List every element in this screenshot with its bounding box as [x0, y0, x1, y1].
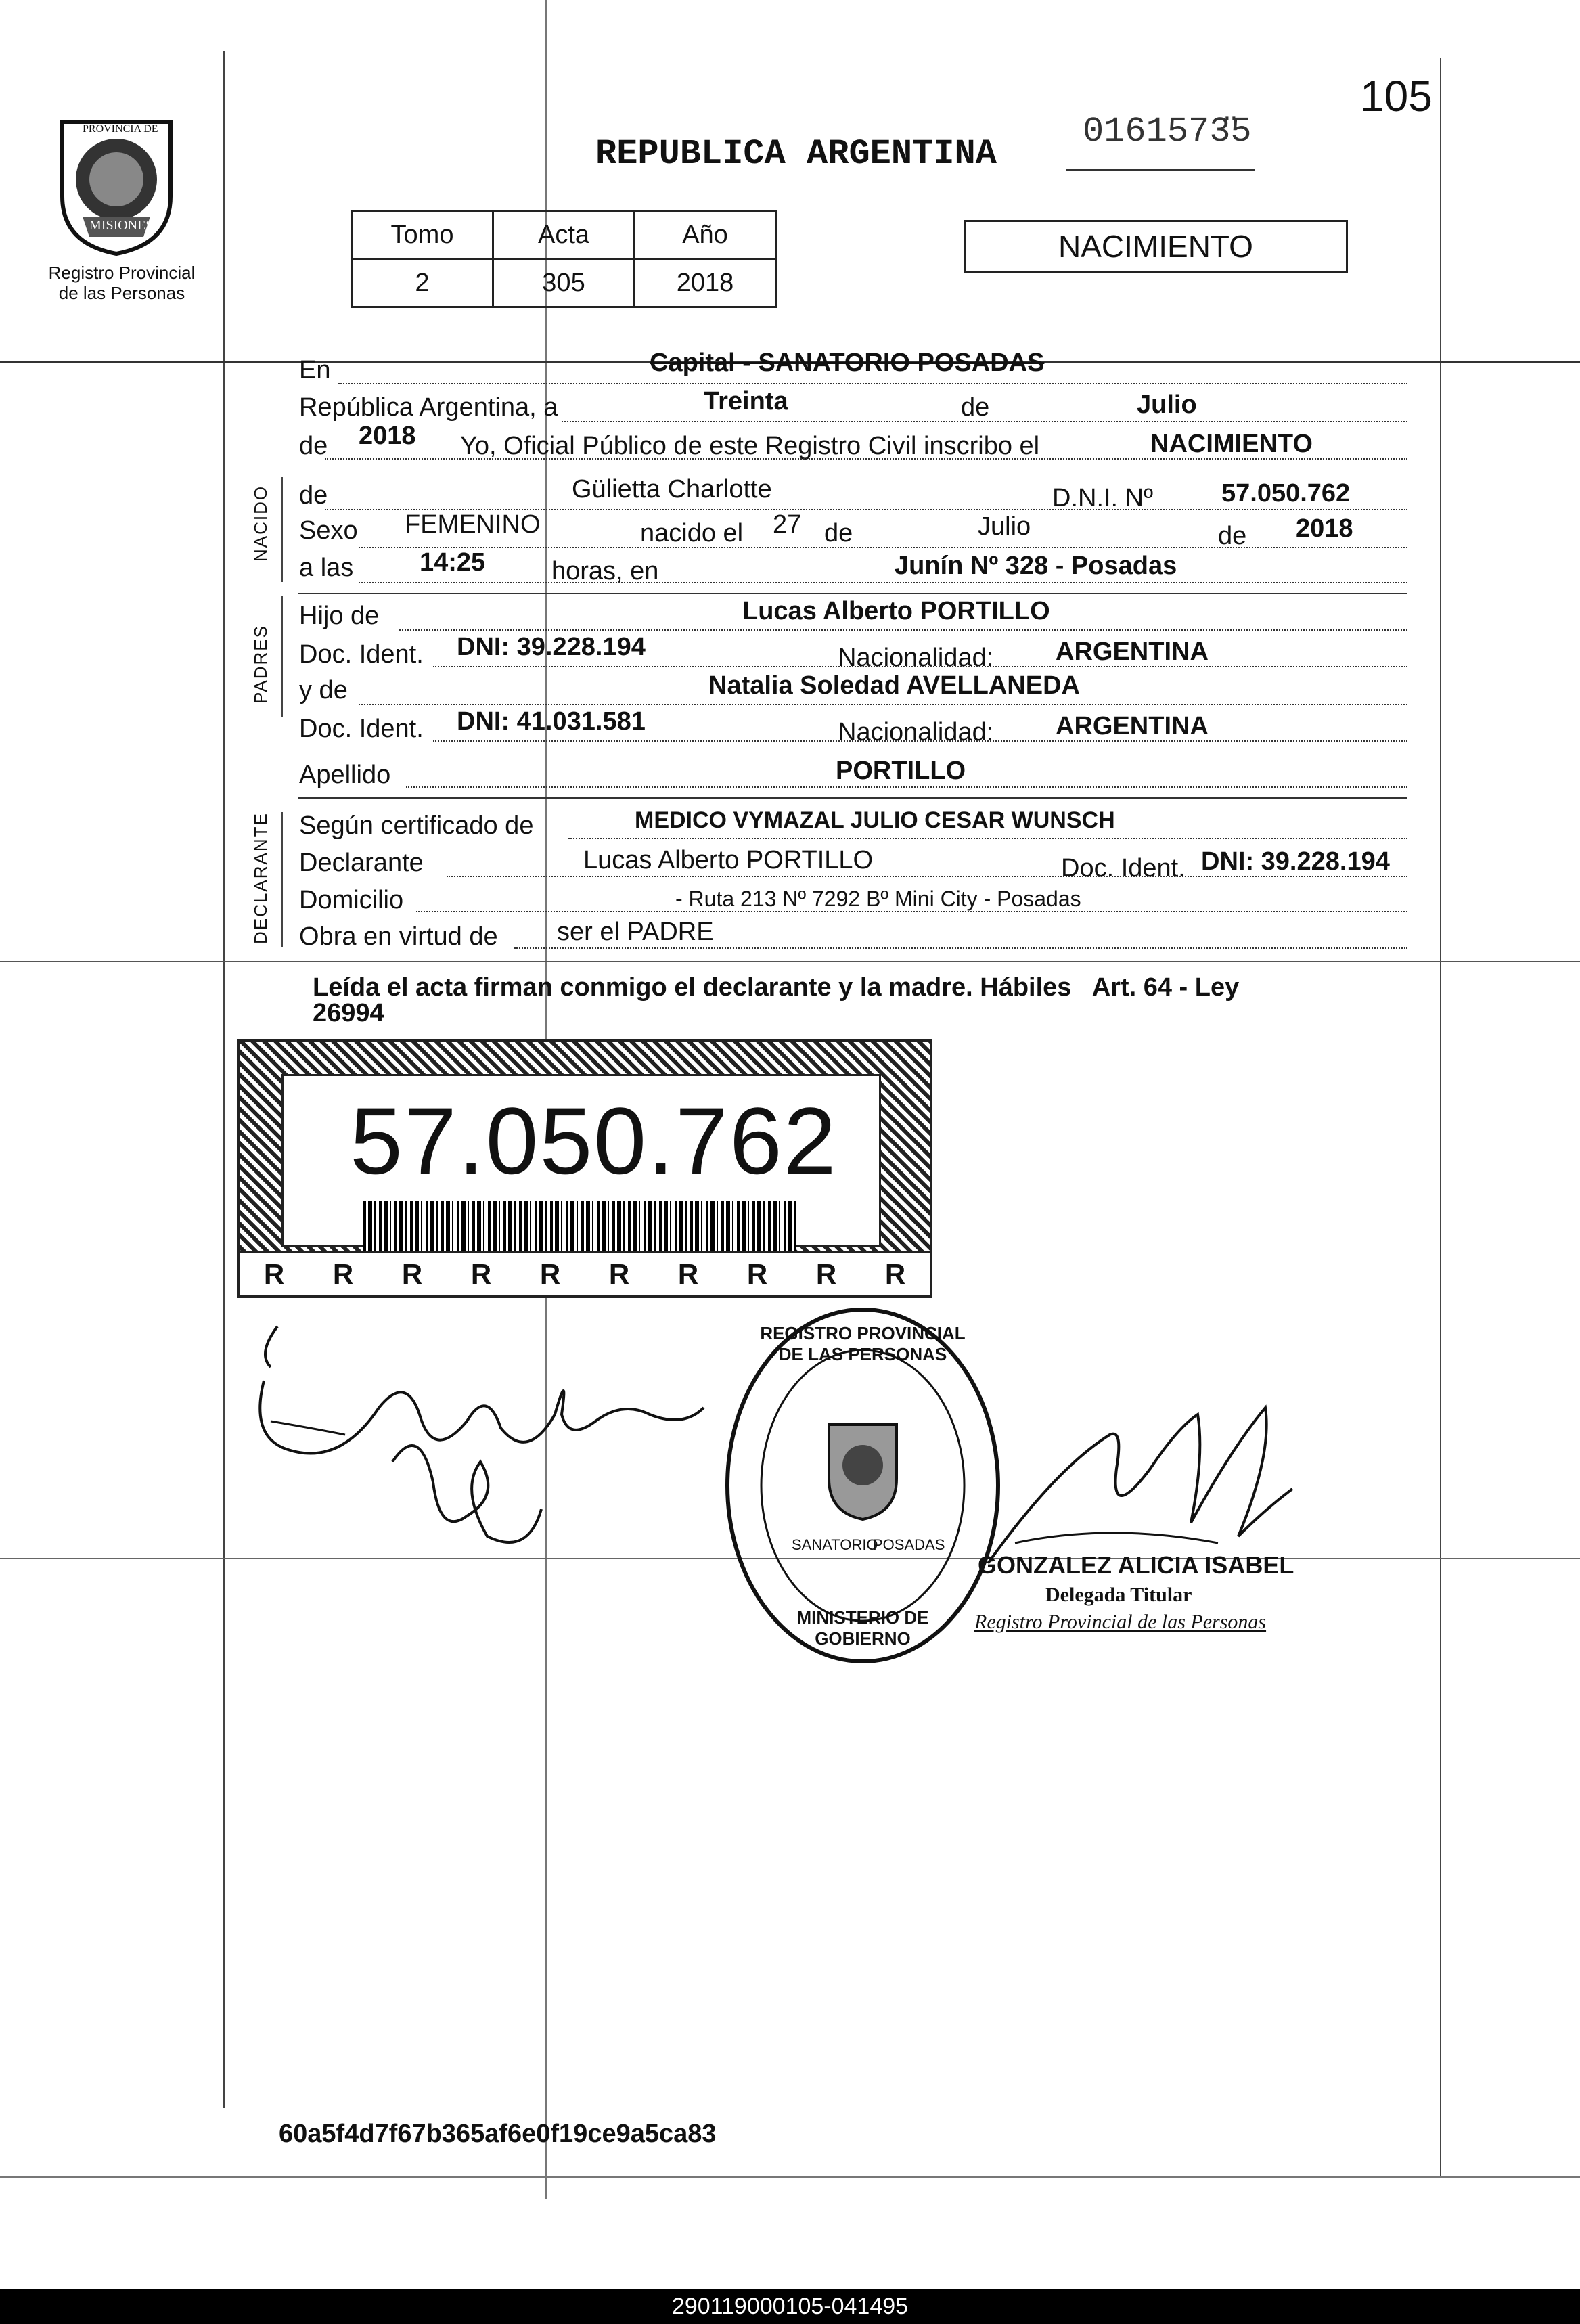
yde-label: y de — [299, 676, 348, 705]
republica-label: República Argentina, a — [299, 393, 558, 422]
cert-value: MEDICO VYMAZAL JULIO CESAR WUNSCH — [635, 807, 1115, 833]
statement: Yo, Oficial Público de este Registro Civil inscribo el — [460, 432, 1040, 460]
cert-label: Según certificado de — [299, 811, 534, 840]
dots — [568, 838, 1407, 839]
seal-bottom: MINISTERIO DE GOBIERNO — [796, 1607, 929, 1649]
alas-label: a las — [299, 554, 354, 582]
decl-label: Declarante — [299, 849, 424, 877]
dots — [562, 421, 1407, 422]
r-glyph: R — [677, 1258, 699, 1290]
dni-label: D.N.I. Nº — [1052, 484, 1153, 512]
dots — [399, 629, 1407, 631]
nacido-de-label-3: de — [1218, 522, 1247, 550]
header-tomo: Tomo — [352, 211, 493, 259]
r-glyph: R — [263, 1258, 285, 1290]
decl-doc: DNI: 39.228.194 — [1201, 847, 1390, 876]
dots — [338, 383, 1407, 384]
section-bar — [281, 596, 283, 717]
declarant-signature — [244, 1313, 731, 1570]
footer-bar — [0, 2289, 1580, 2324]
barcode-r-row — [240, 1251, 930, 1295]
apellido-label: Apellido — [299, 761, 391, 789]
sexo-value: FEMENINO — [405, 510, 541, 539]
intro-de-label: de — [961, 393, 990, 422]
intro-de2-label: de — [299, 432, 328, 460]
birth-day: 27 — [773, 510, 802, 539]
dots — [416, 911, 1407, 912]
birth-time: 14:25 — [420, 548, 486, 577]
r-glyph: R — [539, 1258, 561, 1290]
father-name: Lucas Alberto PORTILLO — [742, 597, 1050, 625]
value-tomo: 2 — [352, 259, 493, 307]
section-nacido: NACIDO — [250, 485, 271, 562]
record-table — [351, 210, 777, 308]
seal-inner-left: SANATORIO — [792, 1536, 878, 1553]
nacido-de-label: de — [299, 481, 328, 510]
official-org: Registro Provincial de las Personas — [974, 1611, 1267, 1633]
seal-ring-text: REGISTRO PROVINCIAL DE LAS PERSONAS — [760, 1323, 966, 1364]
dots — [433, 666, 1407, 667]
value-anio: 2018 — [635, 259, 776, 307]
nacido-de-label-2: de — [824, 519, 853, 548]
dots — [514, 947, 1407, 949]
mother-doc-label: Doc. Ident. — [299, 715, 424, 743]
mother-nationality: ARGENTINA — [1056, 712, 1209, 740]
obra-label: Obra en virtud de — [299, 922, 498, 951]
logo-caption-2: de las Personas — [58, 283, 185, 303]
r-glyph: R — [470, 1258, 492, 1290]
hijo-label: Hijo de — [299, 602, 380, 630]
intro-year: 2018 — [359, 422, 416, 450]
official-seal — [721, 1303, 1005, 1668]
dots — [359, 547, 1407, 548]
left-border — [223, 51, 225, 2108]
document-hash: 60a5f4d7f67b365af6e0f19ce9a5ca83 — [279, 2120, 717, 2148]
dots — [447, 876, 1407, 877]
father-doc-label: Doc. Ident. — [299, 640, 424, 669]
right-border — [1440, 58, 1441, 2176]
birth-year: 2018 — [1296, 514, 1353, 543]
barcode-sticker — [237, 1039, 932, 1298]
r-glyph: R — [884, 1258, 906, 1290]
dots — [325, 458, 1407, 460]
section-bar — [281, 812, 283, 947]
day-text: Treinta — [704, 387, 788, 416]
section-bar — [281, 477, 283, 582]
section-divider — [298, 797, 1407, 799]
value-acta: 305 — [493, 259, 635, 307]
horas-label: horas, en — [551, 557, 659, 585]
serial-underline — [1066, 169, 1255, 171]
page-number: 105 — [1360, 72, 1432, 120]
seal-inner-right: POSADAS — [873, 1536, 945, 1553]
official-name: GONZALEZ ALICIA ISABEL — [978, 1551, 1294, 1579]
r-glyph: R — [332, 1258, 354, 1290]
birth-address: Junín Nº 328 - Posadas — [895, 552, 1177, 580]
dots — [406, 786, 1407, 788]
fold-line-middle — [0, 961, 1580, 962]
mother-nac-label: Nacionalidad: — [838, 718, 994, 746]
child-dni: 57.050.762 — [1221, 479, 1351, 508]
province-logo — [42, 108, 191, 257]
record-type-badge: NACIMIENTO — [964, 220, 1348, 273]
closing-line-1: Leída el acta firman conmigo el declarante y la madre. Hábiles Art. 64 - Ley — [313, 973, 1240, 1002]
apellido-value: PORTILLO — [836, 757, 966, 785]
intro-month: Julio — [1137, 390, 1197, 419]
dots — [359, 582, 1407, 583]
mother-name: Natalia Soledad AVELLANEDA — [708, 671, 1080, 700]
section-declarante: DECLARANTE — [250, 812, 271, 944]
closing-line-2: 26994 — [313, 999, 384, 1027]
header-anio: Año — [635, 211, 776, 259]
fold-line-bottom — [0, 2176, 1580, 2178]
decl-doc-label: Doc. Ident. — [1061, 854, 1186, 882]
dom-value: - Ruta 213 Nº 7292 Bº Mini City - Posadas — [675, 887, 1081, 911]
footer-id: 290119000105-041495 — [671, 2294, 909, 2319]
logo-text-top: PROVINCIA DE — [83, 123, 158, 135]
r-glyph: R — [746, 1258, 768, 1290]
header-acta: Acta — [493, 211, 635, 259]
child-name: Gülietta Charlotte — [572, 475, 772, 504]
official-title: Delegada Titular — [1045, 1584, 1192, 1606]
document-title: REPUBLICA ARGENTINA — [595, 134, 997, 174]
serial-number: 0161573̈5 — [1083, 112, 1252, 152]
section-padres: PADRES — [250, 625, 271, 704]
father-nationality: ARGENTINA — [1056, 638, 1209, 666]
r-glyph: R — [608, 1258, 630, 1290]
father-doc: DNI: 39.228.194 — [457, 633, 646, 661]
sexo-label: Sexo — [299, 516, 358, 545]
logo-caption-1: Registro Provincial — [48, 263, 196, 283]
place: Capital - SANATORIO POSADAS — [650, 349, 1045, 377]
decl-value: Lucas Alberto PORTILLO — [583, 846, 874, 874]
act: NACIMIENTO — [1150, 430, 1313, 458]
nacido-el-label: nacido el — [640, 519, 744, 548]
barcode-number: 57.050.762 — [350, 1088, 838, 1194]
mother-doc: DNI: 41.031.581 — [457, 707, 646, 736]
barcode-panel — [281, 1074, 881, 1247]
section-divider — [298, 593, 1407, 594]
obra-value: ser el PADRE — [557, 918, 714, 946]
birth-month: Julio — [978, 512, 1031, 541]
r-glyph: R — [401, 1258, 423, 1290]
dots — [433, 740, 1407, 742]
en-label: En — [299, 356, 331, 384]
father-nac-label: Nacionalidad: — [838, 644, 994, 672]
r-glyph: R — [815, 1258, 837, 1290]
dots — [359, 704, 1407, 705]
logo-text-bottom: MISIONES — [89, 218, 154, 233]
dom-label: Domicilio — [299, 886, 404, 914]
